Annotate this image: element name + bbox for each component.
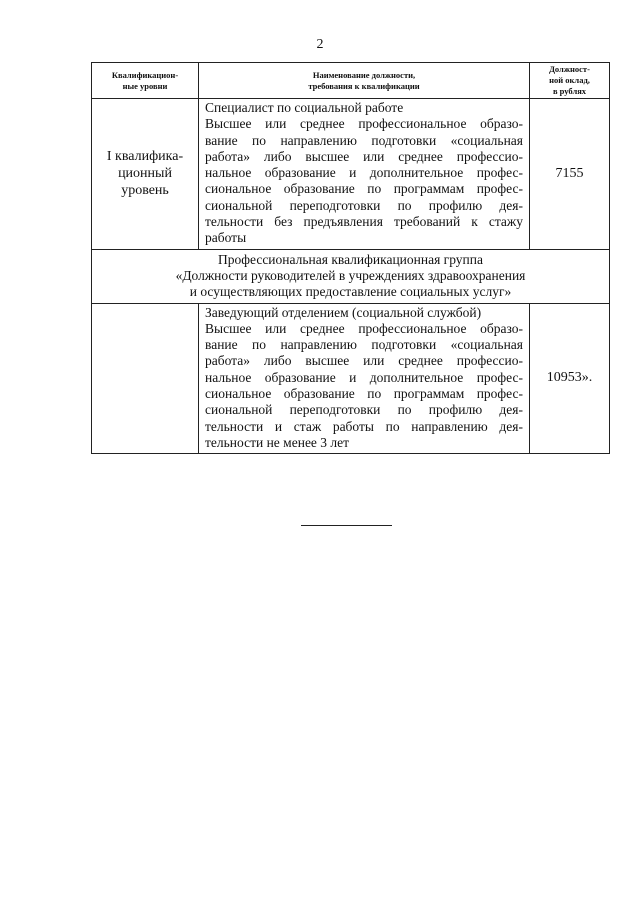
header-positions-line: требования к квалификации (308, 80, 420, 91)
page-number: 2 (316, 37, 324, 52)
requirement-line: тельности не менее 3 лет (205, 434, 350, 450)
level-line: уровень (121, 183, 169, 199)
requirement-line: вание по направлению подготовки «социальная (205, 132, 523, 148)
level-cell (92, 303, 199, 454)
group-title-line: Профессиональная квалификационная группа (218, 251, 483, 267)
requirement-line: работа» либо высшее или среднее профессио- (205, 148, 523, 164)
group-title-line: и осуществляющих предоставление социальных услуг» (189, 284, 512, 300)
requirement-line: вание по направлению подготовки «социальная (205, 337, 523, 353)
header-salary-line: ной оклад, (549, 75, 590, 85)
qualification-table (91, 62, 610, 454)
requirement-line: работа» либо высшее или среднее профессио- (205, 353, 523, 369)
position-cell (199, 303, 530, 454)
position-title: Заведующий отделением (социальной службой) (205, 304, 482, 320)
table-row (92, 303, 610, 454)
requirement-line: тельности и стаж работы по направлению дея- (205, 418, 523, 434)
position-cell (199, 99, 530, 250)
separator-line (301, 525, 392, 526)
level-line: I квалифика- (106, 149, 184, 165)
header-salary (530, 63, 610, 99)
group-row (92, 249, 610, 303)
requirement-line: тельности без предъявления требований к стажу (205, 214, 523, 230)
header-levels (92, 63, 199, 99)
requirement-line: сиональной переподготовки по профилю дея- (205, 402, 523, 418)
requirement-line: сиональной переподготовки по профилю дея- (205, 197, 523, 213)
requirement-line: сиональное образование по программам профес- (205, 386, 523, 402)
header-levels-line: ные уровни (122, 80, 168, 91)
requirement-line: нальное образование и дополнительное профес- (205, 165, 523, 181)
header-levels-line: Квалификацион- (111, 69, 179, 80)
salary-cell: 7155 (530, 99, 610, 250)
requirement-line: Высшее или среднее профессиональное образо- (205, 116, 523, 132)
header-positions (199, 63, 530, 99)
table-row (92, 99, 610, 250)
requirement-line: Высшее или среднее профессиональное образо- (205, 320, 523, 336)
salary-cell: 10953». (530, 303, 610, 454)
header-salary-line: Должност- (549, 64, 590, 74)
group-title-line: «Должности руководителей в учреждениях здравоохранения (175, 267, 526, 283)
requirement-line: нальное образование и дополнительное профес- (205, 369, 523, 385)
requirement-line: работы (205, 230, 247, 246)
group-title-cell (92, 249, 610, 303)
header-salary-line: в рублях (552, 86, 587, 96)
position-title: Специалист по социальной работе (205, 100, 404, 115)
header-positions-line: Наименование должности, (312, 69, 416, 80)
level-line: ционный (118, 166, 172, 182)
table-header-row (92, 63, 610, 99)
level-cell (92, 99, 199, 250)
requirement-line: сиональное образование по программам профес- (205, 181, 523, 197)
